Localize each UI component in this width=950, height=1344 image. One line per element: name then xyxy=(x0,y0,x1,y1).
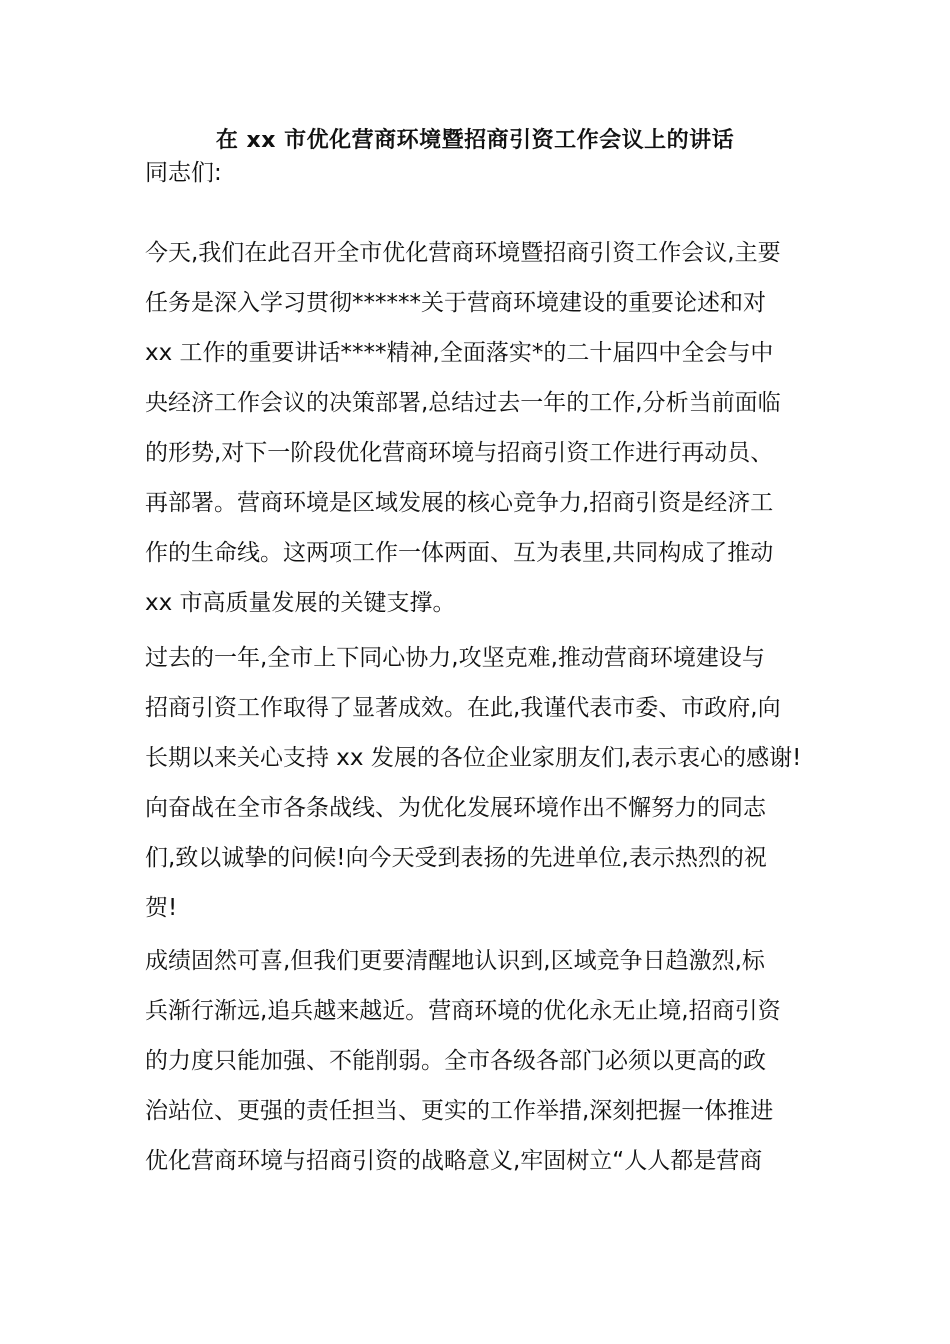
salutation xyxy=(145,148,810,198)
text-line: 的形势,对下一阶段优化营商环境与招商引资工作进行再动员、 xyxy=(145,440,774,466)
text-line: 过去的一年,全市上下同心协力,攻坚克难,推动营商环境建设与 xyxy=(145,645,765,671)
paragraph-2 xyxy=(145,633,810,933)
text-line: 央经济工作会议的决策部署,总结过去一年的工作,分析当前面临 xyxy=(145,390,781,416)
text-line: 们,致以诚挚的问候!向今天受到表扬的先进单位,表示热烈的祝 xyxy=(145,845,767,871)
text-line: 招商引资工作取得了显著成效。在此,我谨代表市委、市政府,向 xyxy=(145,695,781,721)
text-line: 贺! xyxy=(145,895,178,921)
text-line: xx 市高质量发展的关键支撑。 xyxy=(145,590,456,616)
text-line: 向奋战在全市各条战线、为优化发展环境作出不懈努力的同志 xyxy=(145,795,766,821)
paragraph-1 xyxy=(145,228,810,628)
text-line: 兵渐行渐远,追兵越来越近。营商环境的优化永无止境,招商引资 xyxy=(145,998,781,1024)
text-line: 再部署。营商环境是区域发展的核心竞争力,招商引资是经济工 xyxy=(145,490,774,516)
text-line: 优化营商环境与招商引资的战略意义,牢固树立“人人都是营商 xyxy=(145,1148,763,1174)
salutation-line: 同志们: xyxy=(145,160,222,186)
text-line: xx 工作的重要讲话****精神,全面落实*的二十届四中全会与中 xyxy=(145,340,774,366)
text-line: 的力度只能加强、不能削弱。全市各级各部门必须以更高的政 xyxy=(145,1048,766,1074)
text-line: 作的生命线。这两项工作一体两面、互为表里,共同构成了推动 xyxy=(145,540,774,566)
text-line: 长期以来关心支持 xx 发展的各位企业家朋友们,表示衷心的感谢! xyxy=(145,745,802,771)
text-line: 今天,我们在此召开全市优化营商环境暨招商引资工作会议,主要 xyxy=(145,240,781,266)
text-line: 成绩固然可喜,但我们更要清醒地认识到,区域竞争日趋激烈,标 xyxy=(145,948,765,974)
text-line: 任务是深入学习贯彻******关于营商环境建设的重要论述和对 xyxy=(145,290,766,316)
text-line: 治站位、更强的责任担当、更实的工作举措,深刻把握一体推进 xyxy=(145,1098,774,1124)
document-title: 在 xx 市优化营商环境暨招商引资工作会议上的讲话 xyxy=(215,128,735,153)
paragraph-3 xyxy=(145,936,810,1186)
